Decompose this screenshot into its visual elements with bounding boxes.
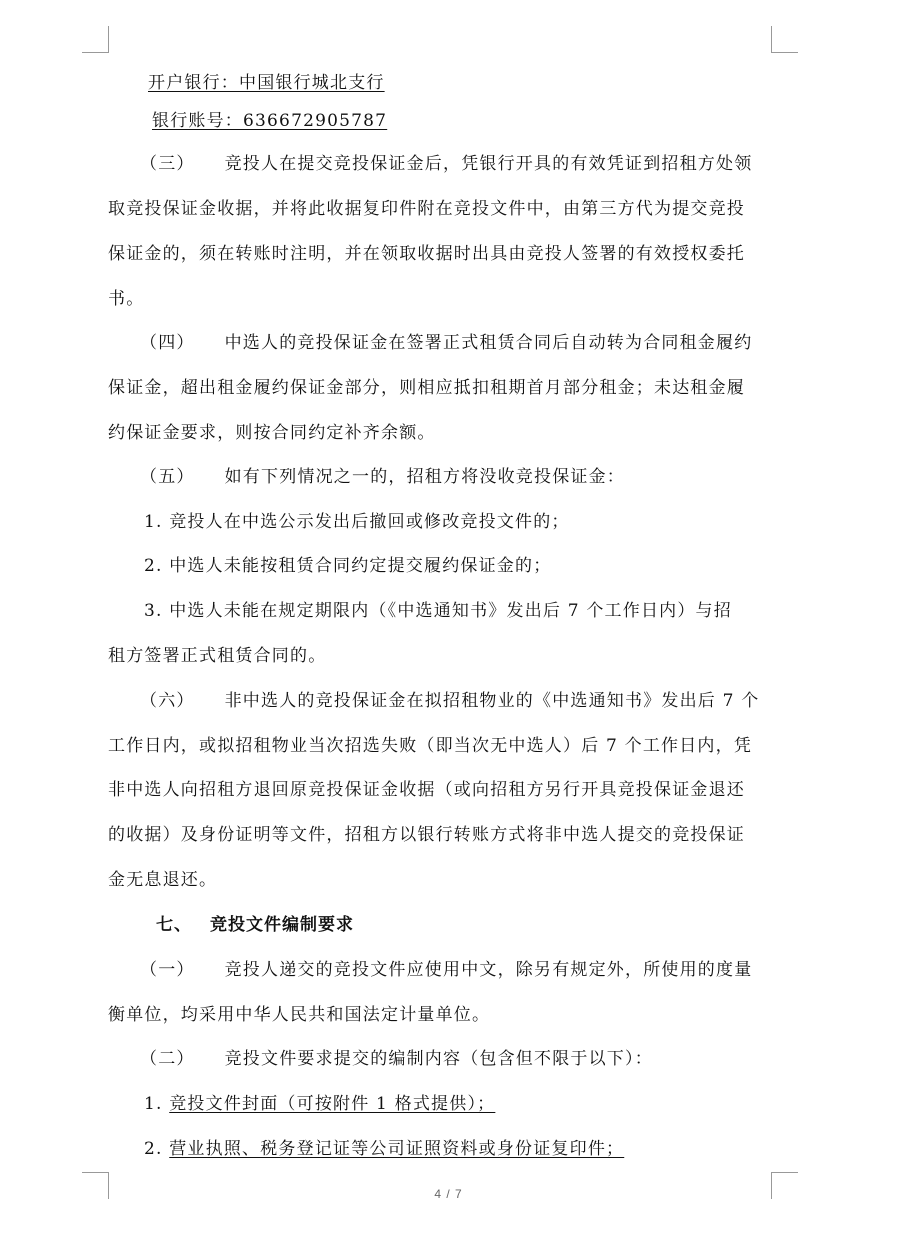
- section-7-title: 竞投文件编制要求: [210, 915, 354, 935]
- s7-clause-2-item-2: [144, 1137, 624, 1161]
- s7-clause-1-number: （一）: [140, 960, 195, 980]
- clause-3-number: （三）: [140, 154, 195, 174]
- bank-account-line: 银行账号：636672905787: [152, 111, 388, 131]
- s7-clause-1-text: 竞投人递交的竞投文件应使用中文，除另有规定外，所使用的度量: [224, 960, 753, 980]
- bank-name-line: 开户银行：中国银行城北支行: [148, 73, 385, 93]
- clause-6-line-2: 工作日内，或拟招租物业当次招选失败（即当次无中选人）后 7 个工作日内，凭: [108, 736, 753, 756]
- clause-6-line-5: 金无息退还。: [108, 870, 218, 890]
- s7-clause-1-line-2: 衡单位，均采用中华人民共和国法定计量单位。: [108, 1005, 491, 1025]
- s7-clause-1-line-1: [140, 958, 752, 982]
- section-7-number: 七、: [156, 915, 192, 935]
- clause-6-number: （六）: [140, 691, 195, 711]
- page-number: 4 / 7: [434, 1187, 463, 1201]
- clause-4-number: （四）: [140, 333, 195, 353]
- crop-mark-top-right: [771, 26, 798, 53]
- item-number: 2.: [144, 1139, 170, 1159]
- clause-3-line-4: 书。: [108, 289, 145, 309]
- s7-clause-2-text: 竞投文件要求提交的编制内容（包含但不限于以下）：: [224, 1049, 653, 1069]
- clause-6-text: 非中选人的竞投保证金在拟招租物业的《中选通知书》发出后 7 个: [224, 691, 760, 711]
- clause-4-line-1: [140, 331, 752, 355]
- item-number: 1.: [144, 1094, 170, 1114]
- clause-4-line-2: 保证金，超出租金履约保证金部分，则相应抵扣租期首月部分租金；未达租金履: [108, 378, 745, 398]
- clause-6-line-4: 的收据）及身份证明等文件，招租方以银行转账方式将非中选人提交的竞投保证: [108, 825, 745, 845]
- clause-6-line-3: 非中选人向招租方退回原竞投保证金收据（或向招租方另行开具竞投保证金退还: [108, 780, 745, 800]
- clause-3-line-3: 保证金的，须在转账时注明，并在领取收据时出具由竞投人签署的有效授权委托: [108, 244, 745, 264]
- section-7-heading: [156, 913, 354, 937]
- s7-clause-2-intro: [140, 1047, 653, 1071]
- clause-5-text: 如有下列情况之一的，招租方将没收竞投保证金：: [224, 467, 626, 487]
- s7-clause-2-number: （二）: [140, 1049, 195, 1069]
- clause-3-line-2: 取竞投保证金收据，并将此收据复印件附在竞投文件中，由第三方代为提交竞投: [108, 199, 745, 219]
- clause-5-item-3: 3. 中选人未能在规定期限内（《中选通知书》发出后 7 个工作日内）与招: [144, 601, 732, 621]
- clause-5-item-2: 2. 中选人未能按租赁合同约定提交履约保证金的；: [144, 556, 552, 576]
- clause-5-item-1: 1. 竞投人在中选公示发出后撤回或修改竞投文件的；: [144, 512, 570, 532]
- clause-5-intro: [140, 465, 625, 489]
- clause-4-line-3: 约保证金要求，则按合同约定补齐余额。: [108, 423, 436, 443]
- clause-5-number: （五）: [140, 467, 195, 487]
- clause-6-line-1: [140, 689, 759, 713]
- clause-5-item-3-cont: 租方签署正式租赁合同的。: [108, 646, 327, 666]
- clause-4-text: 中选人的竞投保证金在签署正式租赁合同后自动转为合同租金履约: [224, 333, 753, 353]
- item-text: 营业执照、税务登记证等公司证照资料或身份证复印件；: [169, 1139, 625, 1159]
- item-text: 竞投文件封面（可按附件 1 格式提供）；: [169, 1094, 496, 1114]
- clause-3-text: 竞投人在提交竞投保证金后，凭银行开具的有效凭证到招租方处领: [224, 154, 753, 174]
- clause-3-line-1: [140, 152, 752, 176]
- crop-mark-top-left: [82, 26, 109, 53]
- s7-clause-2-item-1: [144, 1092, 495, 1116]
